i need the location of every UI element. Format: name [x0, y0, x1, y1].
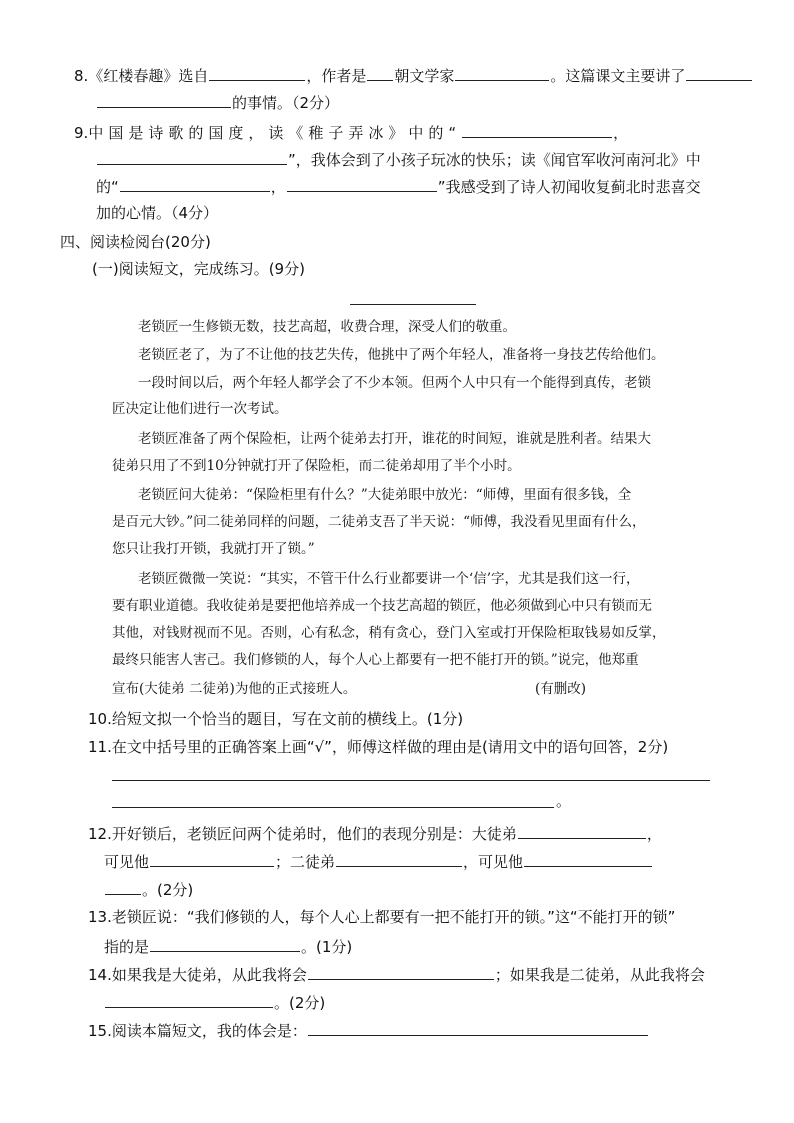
passage-line: 老锁匠一生修锁无数，技艺高超，收费合理，深受人们的敬重。 [138, 319, 516, 335]
answer-blank[interactable] [367, 64, 393, 81]
passage-line: 您只让我打开锁，我就打开了锁。” [112, 541, 315, 557]
question-text: ”我感受到了诗人初闻收复蓟北时悲喜交 [437, 178, 701, 196]
answer-blank[interactable] [287, 175, 437, 192]
question-text: ，可见他 [463, 853, 524, 871]
question-12-line1 [88, 822, 662, 844]
subsection-heading: (一)阅读短文，完成练习。(9分) [92, 260, 305, 278]
answer-blank[interactable] [518, 822, 646, 839]
title-blank[interactable] [350, 304, 476, 305]
question-text: ，作者是 [306, 67, 367, 85]
question-text: 《红楼春趣》选自 [88, 67, 209, 85]
answer-blank[interactable] [150, 850, 274, 867]
answer-line[interactable] [112, 807, 554, 808]
answer-blank[interactable] [105, 878, 141, 895]
question-14-line2 [104, 991, 325, 1013]
answer-blank[interactable] [336, 850, 462, 867]
question-number: 8. [74, 67, 89, 85]
answer-blank[interactable] [524, 850, 652, 867]
answer-blank[interactable] [150, 935, 300, 952]
answer-blank[interactable] [308, 963, 494, 980]
question-text: 加的心情。（4分） [96, 204, 219, 222]
question-text: 。 [556, 792, 572, 810]
question-text: ， [646, 825, 662, 843]
answer-blank[interactable] [308, 1019, 648, 1036]
answer-blank[interactable] [209, 64, 305, 81]
passage-line: 徒弟只用了不到10分钟就打开了保险柜，而二徒弟却用了半个小时。 [112, 458, 521, 474]
question-text: ， [613, 124, 629, 142]
question-9-line3 [96, 175, 701, 197]
question-text: ；二徒弟 [275, 853, 336, 871]
question-text: 。(1分) [301, 938, 353, 956]
question-text: 。这篇课文主要讲了 [550, 67, 686, 85]
passage-line: 一段时间以后，两个年轻人都学会了不少本领。但两个人中只有一个能得到真传，老锁 [138, 375, 651, 391]
passage-line: 其他，对钱财视而不见。否则，心有私念，稍有贪心，登门入室或打开保险柜取钱易如反掌， [112, 625, 666, 641]
question-12-line2 [104, 850, 653, 872]
answer-blank[interactable] [97, 91, 231, 108]
question-15 [88, 1019, 649, 1041]
passage-line: 老锁匠微微一笑说：“其实，不管干什么行业都要讲一个‘信’字，尤其是我们这一行， [138, 571, 640, 587]
answer-blank[interactable] [686, 64, 752, 81]
passage-line: 最终只能害人害己。我们修锁的人，每个人心上都要有一把不能打开的锁。”说完，他郑重 [112, 652, 639, 668]
source-note: (有删改) [535, 681, 587, 697]
question-8-line1 [74, 64, 753, 86]
question-text: 的“ [96, 178, 119, 196]
passage-line: 老锁匠问大徒弟：“保险柜里有什么？”大徒弟眼中放光：“师傅，里面有很多钱，全 [138, 487, 632, 503]
answer-blank[interactable] [120, 175, 270, 192]
question-text: 。(2分) [274, 994, 326, 1012]
question-13-line2 [104, 935, 352, 957]
question-number: 9. [74, 124, 89, 142]
question-text: 指的是 [104, 938, 150, 956]
passage-line: 匠决定让他们进行一次考试。 [112, 401, 288, 417]
question-11: 11.在文中括号里的正确答案上画“√”，师傅这样做的理由是(请用文中的语句回答，2分) [88, 738, 669, 756]
passage-line: 是百元大钞。”问二徒弟同样的问题，二徒弟支吾了半天说：“师傅，我没看见里面有什么， [112, 514, 646, 530]
answer-line[interactable] [112, 780, 710, 781]
question-text: 可见他 [104, 853, 150, 871]
answer-blank[interactable] [105, 991, 273, 1008]
question-9-line4 [96, 203, 218, 223]
question-9-line2 [96, 148, 701, 170]
question-text: ；如果我是二徒弟，从此我将会 [494, 966, 705, 984]
passage-line: 老锁匠准备了两个保险柜，让两个徒弟去打开，谁花的时间短，谁就是胜利者。结果大 [138, 431, 651, 447]
question-text: ”，我体会到了小孩子玩冰的快乐；读《闻官军收河南河北》中 [288, 151, 701, 169]
question-8-line2 [96, 91, 339, 113]
question-text: ， [270, 178, 286, 196]
answer-blank[interactable] [97, 148, 287, 165]
passage-line: 宣布(大徒弟 二徒弟)为他的正式接班人。 [112, 681, 357, 697]
section-heading: 四、阅读检阅台(20分) [60, 233, 211, 251]
question-text: 的事情。（2分） [232, 94, 340, 112]
question-text: 朝文学家 [394, 67, 455, 85]
answer-blank[interactable] [462, 121, 612, 138]
question-text: 14.如果我是大徒弟，从此我将会 [88, 966, 307, 984]
question-13-line1: 13.老锁匠说：“我们修锁的人，每个人心上都要有一把不能打开的锁。”这“不能打开的锁” [88, 908, 676, 926]
question-9-line1 [74, 121, 628, 143]
question-14-line1 [88, 963, 705, 985]
question-text: 。(2分) [142, 881, 194, 899]
question-12-line3 [104, 878, 193, 900]
question-10: 10.给短文拟一个恰当的题目，写在文前的横线上。(1分) [88, 710, 464, 728]
passage-line: 要有职业道德。我收徒弟是要把他培养成一个技艺高超的锁匠，他必须做到心中只有锁而无 [112, 598, 652, 614]
question-text: 中国是诗歌的国度，读《稚子弄冰》中的“ [88, 124, 462, 142]
answer-blank[interactable] [455, 64, 549, 81]
passage-line: 老锁匠老了，为了不让他的技艺失传，他挑中了两个年轻人，准备将一身技艺传给他们。 [138, 347, 665, 363]
question-text: 15.阅读本篇短文，我的体会是： [88, 1022, 307, 1040]
question-text: 12.开好锁后，老锁匠问两个徒弟时，他们的表现分别是：大徒弟 [88, 825, 517, 843]
